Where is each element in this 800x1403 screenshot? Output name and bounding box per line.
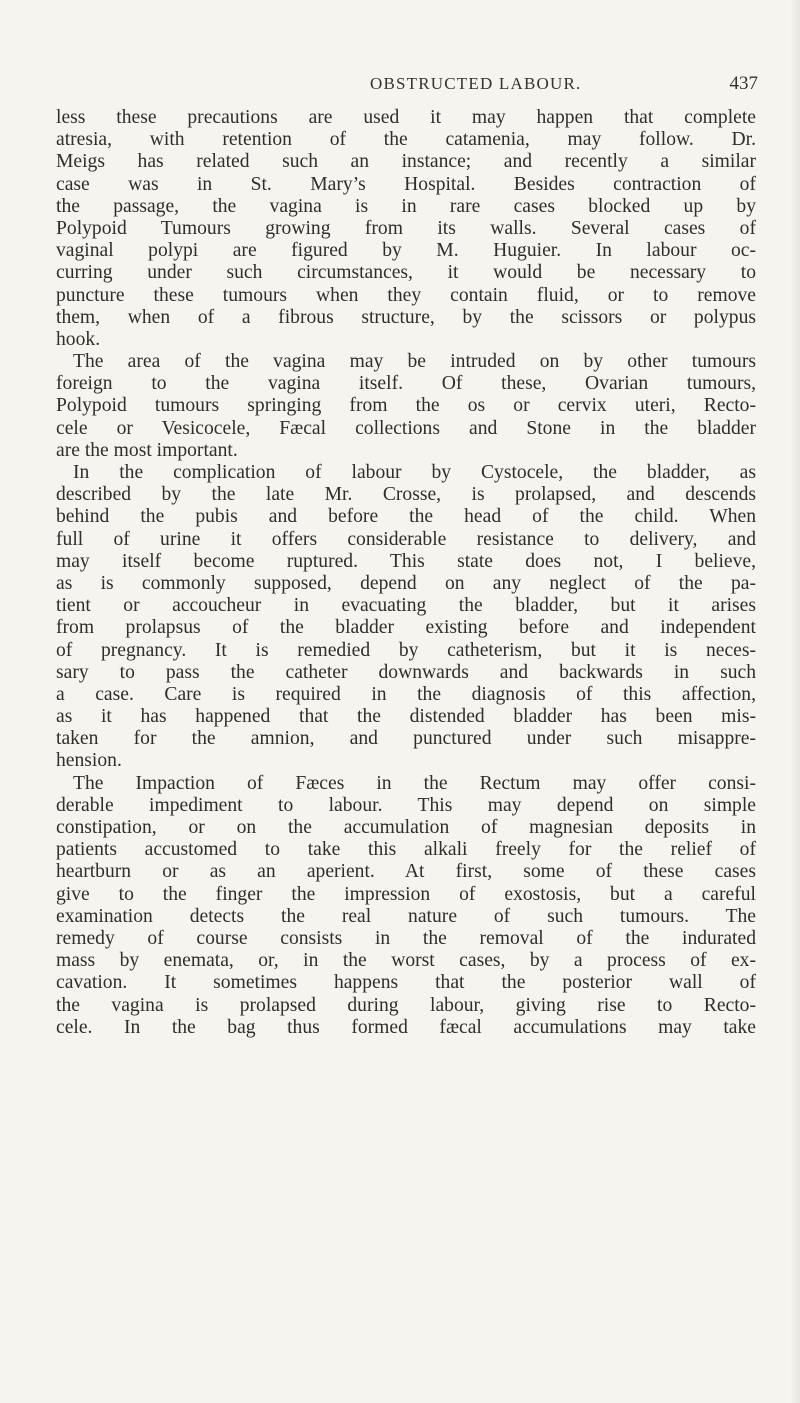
text-line: hension. [56, 750, 122, 772]
page-edge-shadow [790, 0, 800, 1403]
text-line: Meigs has related such an instance; and recently a similar [56, 151, 756, 173]
text-line: give to the finger the impression of exostosis, but a careful [56, 883, 756, 905]
text-line: of pregnancy. It is remedied by catheterism, but it is neces- [56, 639, 756, 661]
text-line: curring under such circumstances, it would be necessary to [56, 262, 756, 284]
text-line: constipation, or on the accumulation of magnesian deposits in [56, 817, 756, 838]
text-line: behind the pubis and before the head of the child. When [56, 506, 756, 528]
text-line: taken for the amnion, and punctured under such misappre- [56, 728, 756, 750]
text-line: foreign to the vagina itself. Of these, Ovarian tumours, [56, 373, 756, 395]
text-line: as is commonly supposed, depend on any neglect of the pa- [56, 572, 756, 594]
running-title: OBSTRUCTED LABOUR. [370, 74, 582, 93]
text-line: the passage, the vagina is in rare cases blocked up by [56, 195, 756, 217]
text-line: from prolapsus of the bladder existing before and independent [56, 617, 756, 639]
page-number: 437 [729, 73, 758, 94]
text-line: The Impaction of Fæces in the Rectum may offer consi- [73, 772, 756, 794]
text-line: cele or Vesicocele, Fæcal collections and Stone in the bladder [56, 417, 756, 439]
text-line: derable impediment to labour. This may depend on simple [56, 794, 756, 816]
text-line: atresia, with retention of the catamenia, may follow. Dr. [56, 129, 756, 151]
text-line: may itself become ruptured. This state does not, I believe, [56, 550, 756, 572]
text-line: described by the late Mr. Crosse, is prolapsed, and descends [56, 484, 756, 506]
text-line: less these precautions are used it may happen that complete [56, 107, 756, 128]
text-line: The area of the vagina may be intruded on by other tumours [73, 351, 756, 373]
text-line: Polypoid Tumours growing from its walls. Several cases of [56, 217, 756, 239]
text-line: cavation. It sometimes happens that the posterior wall of [56, 972, 756, 994]
text-line: examination detects the real nature of such tumours. The [56, 905, 756, 927]
text-line: Polypoid tumours springing from the os or cervix uteri, Recto- [56, 395, 756, 417]
text-line: full of urine it offers considerable resistance to delivery, and [56, 528, 756, 550]
text-line: the vagina is prolapsed during labour, giving rise to Recto- [56, 994, 756, 1016]
running-header [370, 73, 758, 95]
body-text [56, 107, 756, 1039]
text-line: patients accustomed to take this alkali freely for the relief of [56, 839, 756, 861]
text-line: are the most important. [56, 439, 238, 461]
text-line: hook. [56, 328, 101, 350]
text-line: heartburn or as an aperient. At first, some of these cases [56, 861, 756, 883]
text-line: In the complication of labour by Cystocele, the bladder, as [73, 462, 756, 483]
text-line: vaginal polypi are figured by M. Huguier. In labour oc- [56, 240, 756, 262]
text-line: as it has happened that the distended bladder has been mis- [56, 706, 756, 728]
text-line: them, when of a fibrous structure, by the scissors or polypus [56, 306, 756, 328]
text-line: case was in St. Mary’s Hospital. Besides contraction of [56, 173, 756, 195]
text-line: remedy of course consists in the removal of the indurated [56, 927, 756, 949]
text-line: sary to pass the catheter downwards and backwards in such [56, 661, 756, 683]
text-line: mass by enemata, or, in the worst cases, by a process of ex- [56, 950, 756, 972]
text-line: puncture these tumours when they contain fluid, or to remove [56, 284, 756, 306]
text-line: a case. Care is required in the diagnosis of this affection, [56, 683, 756, 705]
text-line: cele. In the bag thus formed fæcal accumulations may take [56, 1016, 756, 1038]
text-line: tient or accoucheur in evacuating the bladder, but it arises [56, 595, 756, 617]
